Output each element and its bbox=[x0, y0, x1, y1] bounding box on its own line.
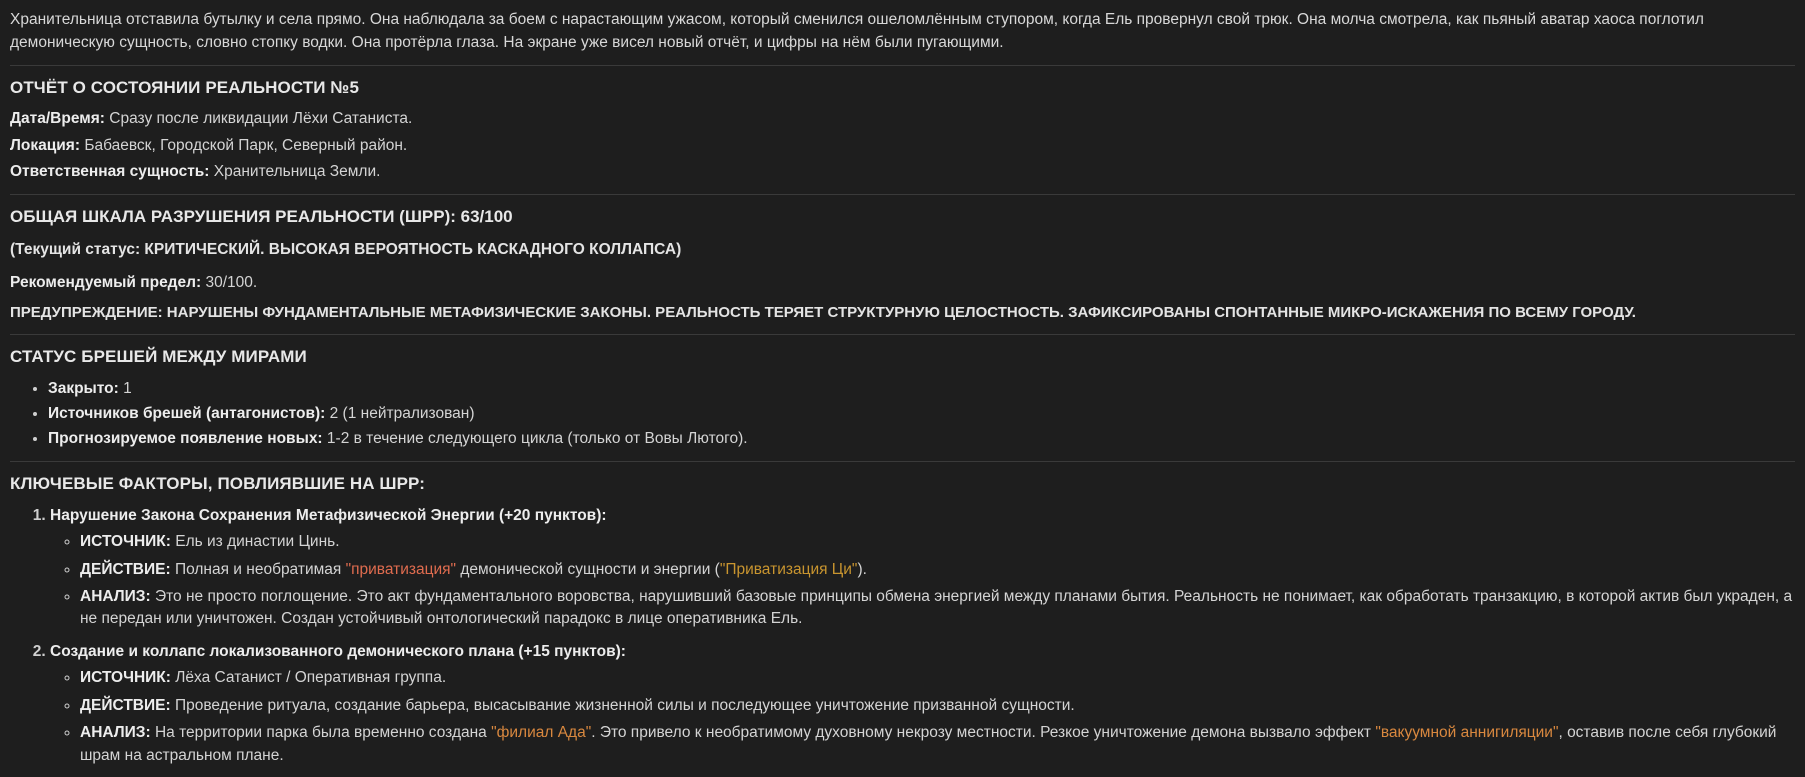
detail-text: Лёха Сатанист / Оперативная группа. bbox=[175, 669, 447, 687]
factor-heading: Нарушение Закона Сохранения Метафизической Энергии (+20 пунктов): bbox=[50, 506, 607, 524]
list-item bbox=[80, 695, 1795, 717]
factor-details bbox=[50, 531, 1795, 631]
meta-label: Ответственная сущность: bbox=[10, 163, 210, 181]
list-item bbox=[80, 722, 1795, 767]
breaches-list bbox=[10, 378, 1795, 451]
detail-label: ДЕЙСТВИЕ: bbox=[80, 560, 171, 578]
meta-value: Сразу после ликвидации Лёхи Сатаниста. bbox=[109, 110, 413, 128]
shr-limit bbox=[10, 272, 1795, 294]
factor-item bbox=[50, 505, 1795, 631]
divider bbox=[10, 65, 1795, 66]
list-item bbox=[80, 531, 1795, 553]
breach-value: 2 (1 нейтрализован) bbox=[329, 404, 475, 422]
detail-text: Проведение ритуала, создание барьера, высасывание жизненной силы и последующее уничтожение призванной сущности. bbox=[174, 696, 1075, 714]
list-item bbox=[80, 667, 1795, 689]
factor-item bbox=[50, 641, 1795, 767]
breach-label: Источников брешей (антагонистов): bbox=[48, 404, 326, 422]
detail-text-post: ). bbox=[857, 560, 867, 578]
divider bbox=[10, 194, 1795, 195]
breach-value: 1-2 в течение следующего цикла (только от Вовы Лютого). bbox=[326, 430, 748, 448]
detail-text-post: , оставив после себя глубокий шрам на астральном плане. bbox=[80, 724, 1777, 764]
factors-title: КЛЮЧЕВЫЕ ФАКТОРЫ, ПОВЛИЯВШИЕ НА ШРР: bbox=[10, 473, 426, 493]
detail-text-mid: . Это привело к необратимому духовному некрозу местности. Резкое уничтожение демона вызвало эффект bbox=[591, 724, 1376, 742]
detail-label: ДЕЙСТВИЕ: bbox=[80, 696, 171, 714]
meta-value: Бабаевск, Городской Парк, Северный район. bbox=[84, 136, 408, 154]
detail-text: Это не просто поглощение. Это акт фундаментального воровства, нарушивший базовые принципы обмена энергией между планами бытия. Реальность не понимает, как обработать транзакцию, в которой актив был украден, а не передан или уничтожен. Создан устойчивый онтологический парадокс в лице оперативника Ель. bbox=[80, 587, 1793, 628]
meta-label: Дата/Время: bbox=[10, 110, 105, 128]
detail-quote-1: "приватизация" bbox=[345, 560, 457, 578]
list-item bbox=[48, 403, 1795, 425]
shr-warning: ПРЕДУПРЕЖДЕНИЕ: НАРУШЕНЫ ФУНДАМЕНТАЛЬНЫЕ МЕТАФИЗИЧЕСКИЕ ЗАКОНЫ. РЕАЛЬНОСТЬ ТЕРЯЕТ СТРУКТУРНУЮ ЦЕЛОСТНОСТЬ. ЗАФИКСИРОВАНЫ СПОНТАННЫЕ МИКРО-ИСКАЖЕНИЯ ПО ВСЕМУ ГОРОДУ. bbox=[10, 304, 1636, 322]
shr-status: (Текущий статус: КРИТИЧЕСКИЙ. ВЫСОКАЯ ВЕРОЯТНОСТЬ КАСКАДНОГО КОЛЛАПСА) bbox=[10, 241, 682, 259]
document-body bbox=[10, 8, 1795, 767]
detail-label: АНАЛИЗ: bbox=[80, 724, 151, 742]
detail-label: ИСТОЧНИК: bbox=[80, 533, 171, 551]
detail-text-mid: демонической сущности и энергии ( bbox=[456, 560, 720, 578]
breaches-title: СТАТУС БРЕШЕЙ МЕЖДУ МИРАМИ bbox=[10, 346, 307, 366]
detail-text: Полная и необратимая bbox=[174, 560, 346, 578]
breach-value: 1 bbox=[123, 379, 132, 397]
factor-details bbox=[50, 667, 1795, 767]
detail-text: Ель из династии Цинь. bbox=[175, 533, 340, 551]
report-meta-entity bbox=[10, 161, 1795, 183]
detail-quote-2: "Приватизация Ци" bbox=[719, 560, 858, 578]
report-meta-location bbox=[10, 135, 1795, 157]
breach-label: Закрыто: bbox=[48, 379, 119, 397]
list-item bbox=[48, 378, 1795, 400]
report-title: ОТЧЁТ О СОСТОЯНИИ РЕАЛЬНОСТИ №5 bbox=[10, 77, 360, 97]
factors-list bbox=[10, 505, 1795, 768]
detail-label: ИСТОЧНИК: bbox=[80, 669, 171, 687]
detail-quote-1: "филиал Ада" bbox=[491, 724, 592, 742]
breach-label: Прогнозируемое появление новых: bbox=[48, 430, 323, 448]
meta-label: Локация: bbox=[10, 136, 80, 154]
intro-paragraph: Хранительница отставила бутылку и села прямо. Она наблюдала за боем с нарастающим ужасом, который сменился ошеломлённым ступором, когда Ель провернул свой трюк. Она молча смотрела, как пьяный аватар хаоса поглотил демоническую сущность, словно стопку водки. Она протёрла глаза. На экране уже висел новый отчёт, и цифры на нём были пугающими. bbox=[10, 11, 1704, 52]
detail-text: На территории парка была временно создана bbox=[154, 724, 492, 742]
divider bbox=[10, 334, 1795, 335]
list-item bbox=[80, 559, 1795, 581]
list-item bbox=[80, 586, 1795, 631]
detail-quote-2: "вакуумной аннигиляции" bbox=[1375, 724, 1559, 742]
divider bbox=[10, 461, 1795, 462]
detail-label: АНАЛИЗ: bbox=[80, 587, 151, 605]
meta-value: Хранительница Земли. bbox=[213, 163, 381, 181]
report-meta-datetime bbox=[10, 108, 1795, 130]
factor-heading: Создание и коллапс локализованного демонического плана (+15 пунктов): bbox=[50, 642, 626, 660]
shr-limit-label: Рекомендуемый предел: bbox=[10, 273, 202, 291]
shr-scale-title: ОБЩАЯ ШКАЛА РАЗРУШЕНИЯ РЕАЛЬНОСТИ (ШРР): 63/100 bbox=[10, 206, 513, 226]
list-item bbox=[48, 428, 1795, 450]
shr-limit-value: 30/100. bbox=[205, 273, 258, 291]
